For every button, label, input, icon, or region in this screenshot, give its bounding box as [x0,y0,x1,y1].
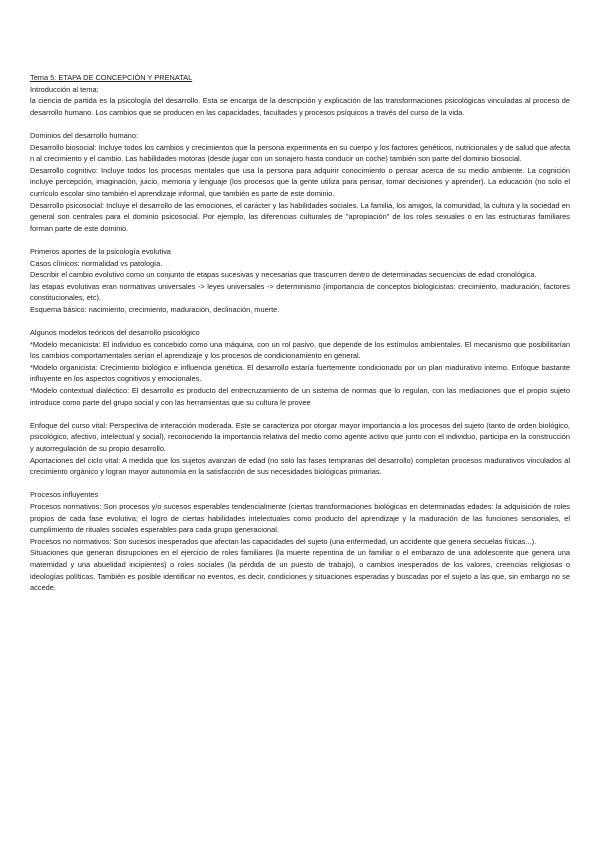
spacer [30,315,570,327]
document-page [30,72,570,594]
dominios-heading: Dominios del desarrollo humano: [30,130,139,140]
modelos-heading: Algunos modelos teóricos del desarrollo psicológico [30,328,200,338]
spacer [30,478,570,490]
spacer [30,408,570,420]
modelo-organicista: *Modelo organicista: Crecimiento biológico e influencia genética. El desarrollo estaría fuertemente condicionado por un plan madurativo interno. Enfoque bastante influyente en los aspectos cognitivos y emocionales. [30,362,570,384]
modelo-contextual: *Modelo contextual dialéctico: El desarrollo es producto del entrecruzamiento de un sistema de normas que lo regulan, con las mediaciones que el propio sujeto introduce como parte del grupo social y con las herramientas que su cultura le provee [30,386,570,407]
aportaciones-ciclo-vital: Aportaciones del ciclo vital: A medida que los sujetos avanzan de edad (no solo las fases tempranas del desarrollo) completan procesos madurativos vinculados al crecimiento orgánico y logran mayor autonomía en la satisfacción de sus necesidades biológicas primarias. [30,455,570,477]
primeros-item: Esquema básico: nacimiento, crecimiento, maduración, declinación, muerte. [30,304,280,314]
procesos-normativos: Procesos normativos: Son procesos y/o sucesos esperables tendencialmente (ciertas transformaciones biológicas en determinadas edades: la adquisición de roles propios de cada fase evolutiva; el logro de ciertas habilidades intelectuales como producto del aprendizaje y la maduración de las funciones sensoriales, el cumplimiento de rituales sociales esperables para cada grupo generacional. [30,501,570,535]
dominio-cognitivo: Desarrollo cognitivo: Incluye todos los procesos mentales que usa la persona para adquirir conocimiento o pensar acerca de su medio ambiente. La cognición incluye percepción, imaginación, juicio, memoria y lenguaje (los procesos que la gente utiliza para pensar, tomar decisiones y aprender). La educación (no solo el currículo escolar sino también el aprendizaje informal, que también es parte de este dominio. [30,165,570,198]
modelo-mecanicista: *Modelo mecanicista: El individuo es concebido como una máquina, con un rol pasivo, que depende de los estímulos ambientales. El mecanismo que posibilitarían los cambios comportamentales serían el aprendizaje y los procesos de condicionamiento en general. [30,339,570,361]
spacer [30,234,570,246]
dominio-psicosocial: Desarrollo psicosocial: Incluye el desarrollo de las emociones, el carácter y las habilidades sociales. La familia, los amigos, la comunidad, la cultura y la sociedad en general son centrales para el dominio psicosocial. Por ejemplo, las diferencias culturales de "apropiación" de los roles sexuales o en las estructuras familiares forman parte de este dominio. [30,200,570,233]
procesos-no-normativos: Procesos no normativos: Son sucesos inesperados que afectan las capacidades del sujeto (una enfermedad, un accidente que genera secuelas físicas...). [30,536,537,546]
procesos-heading: Procesos influyentes [30,490,99,500]
document-title: Tema 5: ETAPA DE CONCEPCIÓN Y PRENATAL [30,73,193,82]
primeros-item: las etapas evolutivas eran normativas universales -> leyes universales -> determinismo (importancia de conceptos biologicistas: crecimiento, maduración, factores constitucionales, etc). [30,281,570,303]
primeros-item: Casos clínicos: normalidad vs patología. [30,258,163,268]
enfoque-curso-vital: Enfoque del curso vital: Perspectiva de interacción moderada. Este se caracteriza por otorgar mayor importancia a los procesos del sujeto (tanto de orden biológico, psicológico, afectivo, intelectual y social), reconociendo la importancia relativa del medio como agente activo que junto con el individuo, participa en la construcción y autorregulación de su propio desarrollo. [30,420,570,453]
primeros-heading: Primeros aportes de la psicología evolutiva [30,246,171,256]
dominio-biosocial: Desarrollo biosocial: Incluye todos los cambios y crecimientos que la persona experimenta en su cuerpo y los factores genéticos, nutricionales y de salud que afecta n al crecimiento y el cambio. Las habilidades motoras (desde jugar con un sonajero hasta conducir un coche) también son parte del dominio biosocial. [30,142,570,164]
intro-paragraph: la ciencia de partida es la psicología del desarrollo. Esta se encarga de la descripción y explicación de las transformaciones psicológicas vinculadas al proceso de desarrollo humano. Los cambios que se producen en las capacidades, facultades y procesos psíquicos a través del curso de la vida. [30,96,570,117]
spacer [30,118,570,130]
intro-heading: Introducción al tema: [30,84,99,94]
situaciones-disrupcion: Situaciones que generan disrupciones en el ejercicio de roles familiares (la muerte repentina de un familiar o el embarazo de una adolescente que genera una maternidad y una abuelidad incipientes) o roles sociales (la pérdida de un puesto de trabajo), o cambios inesperados de los valores, creencias religiosas o ideologías políticas. También es posible identificar no eventos, es decir, condiciones y situaciones esperadas y buscadas por el sujeto a las que, sin embargo no se accede. [30,548,570,593]
primeros-item: Describir el cambio evolutivo como un conjunto de etapas sucesivas y necesarias que trascurren dentro de determinadas secuencias de edad cronológica. [30,270,537,280]
